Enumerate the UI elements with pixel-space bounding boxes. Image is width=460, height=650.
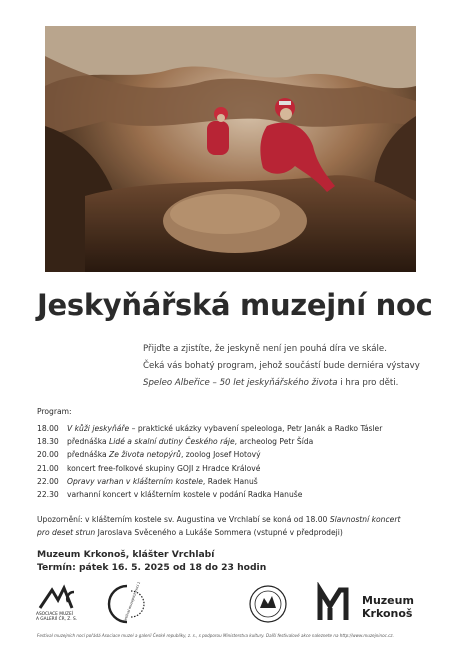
program-desc xyxy=(67,488,302,501)
intro-line-3-rest: i hra pro děti. xyxy=(337,378,399,388)
program-title: V kůži jeskyňáře xyxy=(67,424,130,433)
festival-text: Festival muzejních nocí 2025 xyxy=(122,582,144,623)
logos-svg xyxy=(0,582,460,627)
intro-line-1: Přijďte a zjistíte, že jeskyně není jen pouhá díra ve skále. xyxy=(143,344,387,354)
cave-photo-illustration xyxy=(45,26,416,272)
notice-part: Jaroslava Svěceného a Lukáše Sommera (vstupné v předprodeji) xyxy=(95,528,343,537)
program-text: , zoolog Josef Hotový xyxy=(180,450,261,460)
program-text: , Radek Hanuš xyxy=(202,476,258,486)
museum-name-1: Muzeum xyxy=(362,594,414,607)
venue-info xyxy=(37,548,437,574)
notice-line-1 xyxy=(37,513,432,526)
venue-place: Muzeum Krkonoš, klášter Vrchlabí xyxy=(37,549,215,560)
program-time: 20.00 xyxy=(37,450,59,460)
notice-line-2 xyxy=(37,526,432,539)
program-desc xyxy=(67,475,258,488)
amg-logo xyxy=(36,588,77,622)
logo-bar xyxy=(0,582,460,627)
program-section xyxy=(37,407,437,501)
program-time: 18.30 xyxy=(37,437,59,447)
concert-title: Slavnostní koncert xyxy=(329,515,401,524)
program-item xyxy=(37,448,437,461)
program-item xyxy=(37,435,437,448)
program-item xyxy=(37,475,437,488)
program-time: 22.00 xyxy=(37,476,59,486)
museum-name-2: Krkonoš xyxy=(362,607,413,620)
program-text: koncert free-folkové skupiny GOJI z Hradce Králové xyxy=(67,463,261,473)
program-text: , archeolog Petr Šída xyxy=(234,437,314,447)
notice-text xyxy=(37,513,432,539)
program-item xyxy=(37,488,437,501)
program-text: – praktické ukázky vybavení speleologa, Petr Janák a Radko Tásler xyxy=(129,424,383,433)
event-date: Termín: pátek 16. 5. 2025 od 18 do 23 hodin xyxy=(37,562,267,573)
footer-note: Festival muzejních nocí pořádá Asociace muzeí a galerií České republiky, z. s., s podporou Ministerstva kultury. Další festivalové akce naleznete na http://www.muzejninoc.cz. xyxy=(37,633,394,638)
program-desc xyxy=(67,422,382,435)
program-label: Program: xyxy=(37,407,72,416)
intro-line-3 xyxy=(143,375,443,392)
hero-photo xyxy=(45,26,416,272)
program-prefix: přednáška xyxy=(67,437,110,447)
concert-title-cont: pro deset strun xyxy=(37,528,96,537)
seal-logo xyxy=(250,586,286,622)
page-title: Jeskyňářská muzejní noc xyxy=(37,288,433,322)
program-time: 21.00 xyxy=(37,463,59,473)
program-title: Lidé a skalní dutiny Českého ráje xyxy=(109,437,235,447)
program-desc xyxy=(67,435,313,448)
amg-line-2: A GALERIÍ ČR, Z. S. xyxy=(36,617,78,622)
intro-text xyxy=(143,341,443,392)
program-desc xyxy=(67,448,261,461)
museum-logo xyxy=(320,590,414,620)
program-time: 18.00 xyxy=(37,424,59,433)
program-title: Ze života netopýrů xyxy=(109,450,181,460)
program-prefix: přednáška xyxy=(67,450,110,460)
program-title: Opravy varhan v klášterním kostele xyxy=(67,476,203,486)
program-text: varhanní koncert v klášterním kostele v podání Radka Hanuše xyxy=(67,489,303,499)
exhibition-title: Speleo Albeřice – 50 let jeskyňářského života xyxy=(143,378,338,388)
program-desc xyxy=(67,462,260,475)
program-item xyxy=(37,422,437,435)
program-time: 22.30 xyxy=(37,489,59,499)
festival-logo xyxy=(109,582,144,623)
amg-line-1: ASOCIACE MUZEÍ xyxy=(36,612,73,617)
notice-part: Upozornění: v klášterním kostele sv. Augustina ve Vrchlabí se koná od 18.00 xyxy=(37,515,330,524)
program-item xyxy=(37,462,437,475)
intro-line-2: Čeká vás bohatý program, jehož součástí bude derniéra výstavy xyxy=(143,361,420,371)
